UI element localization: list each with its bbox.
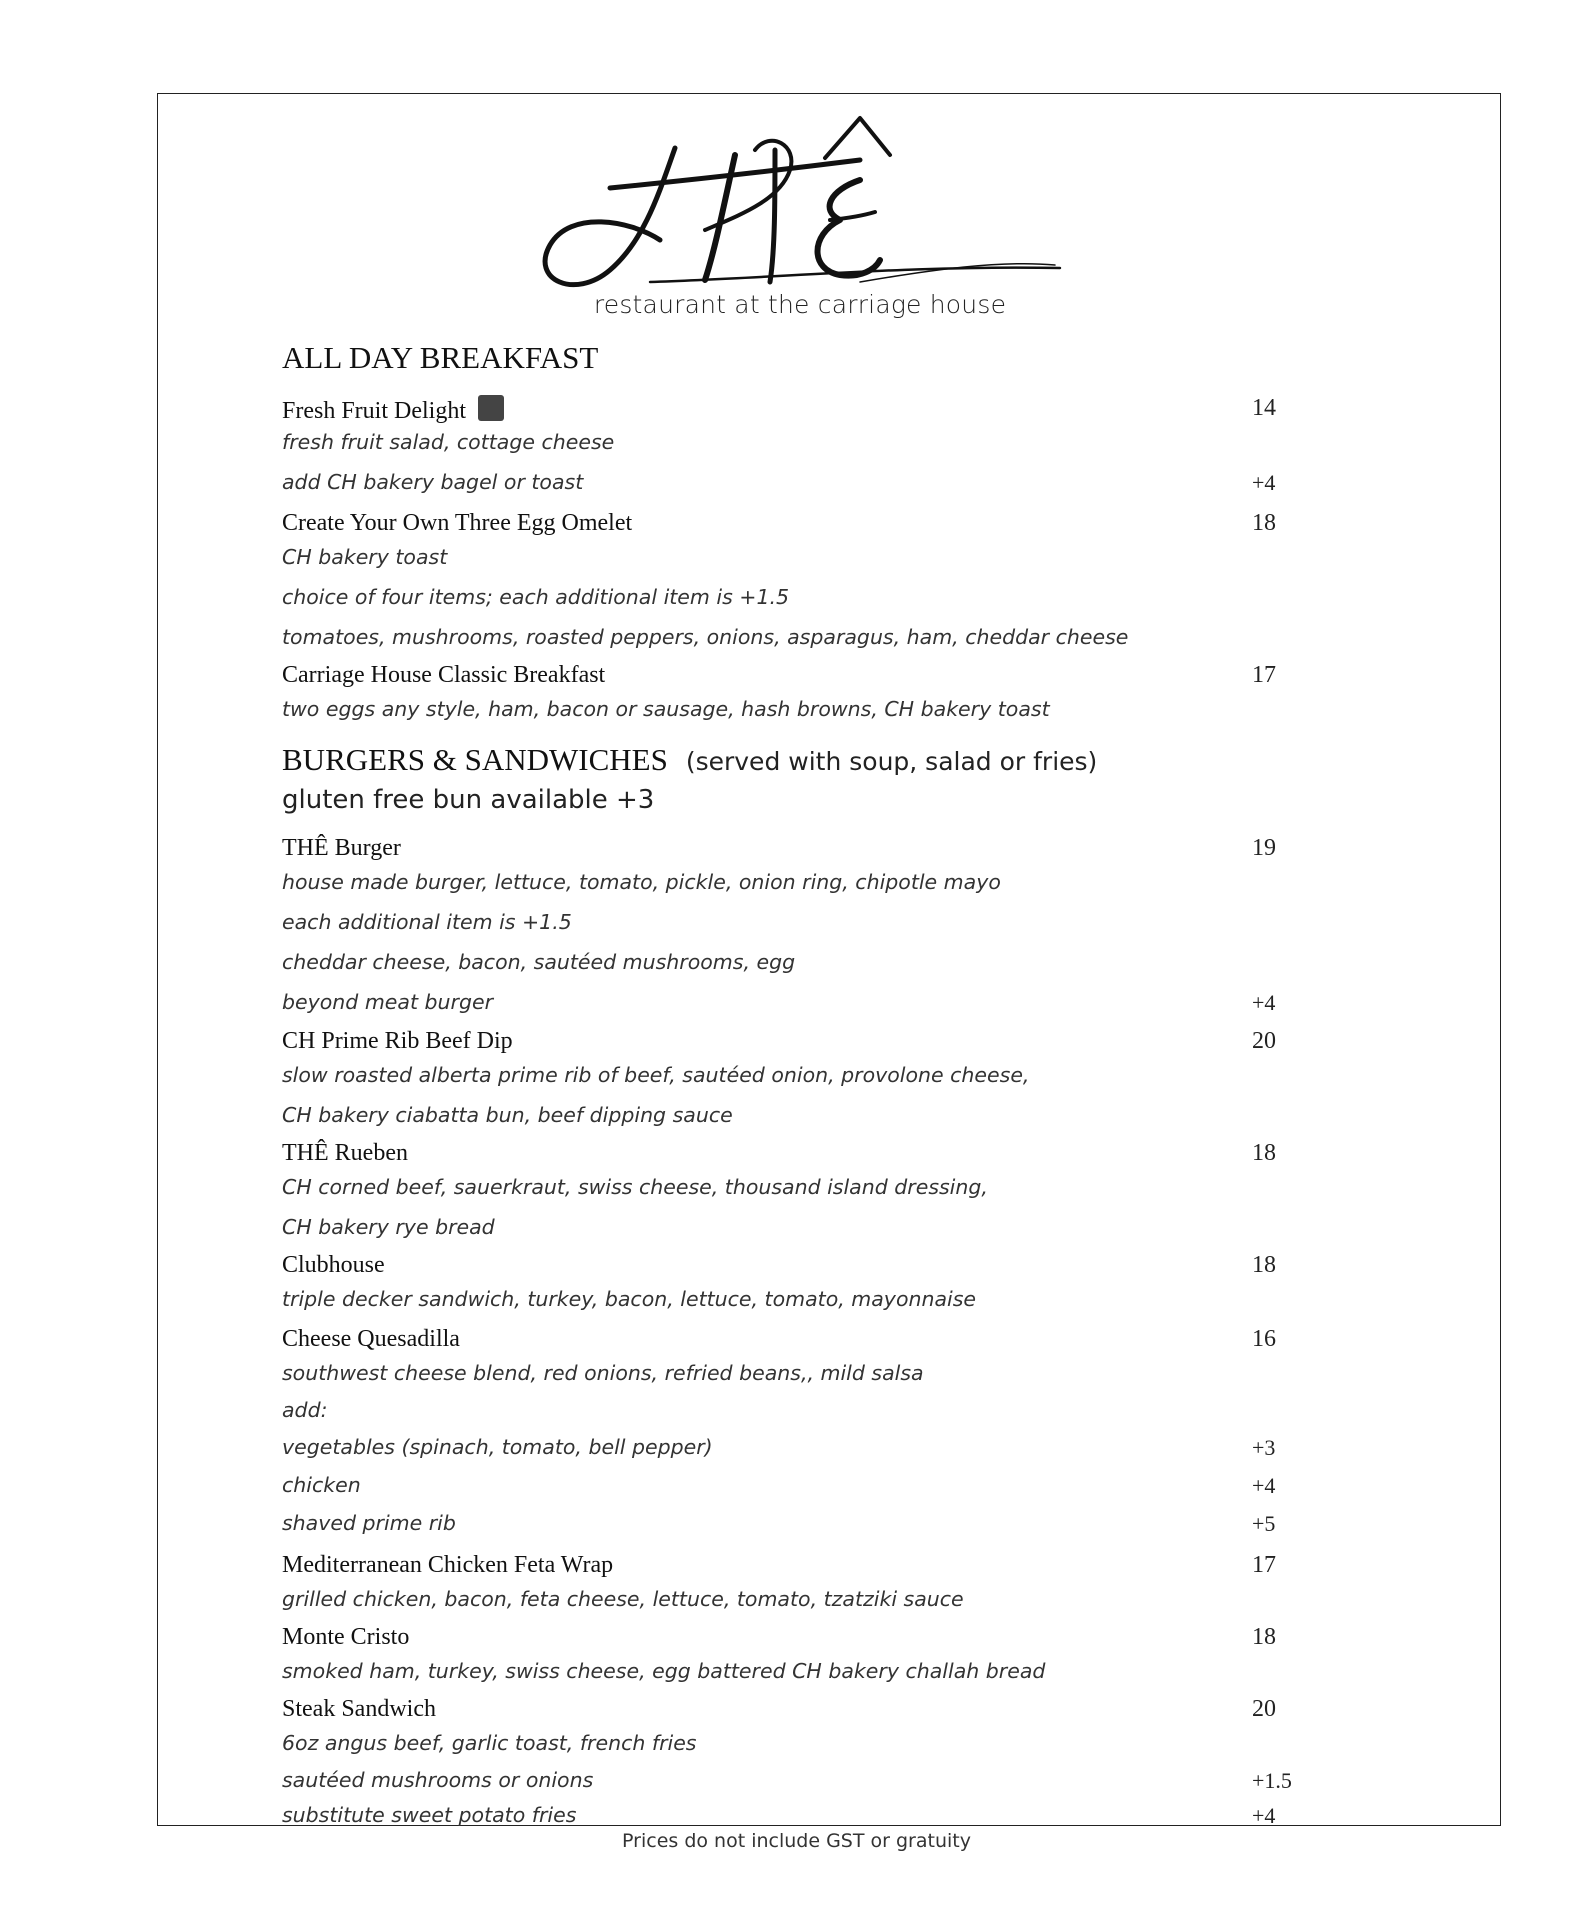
menu-item-desc: CH bakery ciabatta bun, beef dipping sauce [282, 1103, 733, 1127]
menu-item-name: Carriage House Classic Breakfast [282, 662, 606, 688]
menu-item-price: 18 [1252, 510, 1276, 536]
menu-item-price: 20 [1252, 1028, 1276, 1054]
menu-item-desc: CH corned beef, sauerkraut, swiss cheese, thousand island dressing, [282, 1175, 988, 1199]
menu-item-desc: 6oz angus beef, garlic toast, french fries [282, 1731, 697, 1755]
menu-item-desc: fresh fruit salad, cottage cheese [282, 430, 615, 454]
menu-item-price: 20 [1252, 1696, 1276, 1722]
menu-item-name: THÊ Burger [282, 835, 401, 861]
addon-price: +3 [1252, 1435, 1276, 1460]
menu-item-name: Create Your Own Three Egg Omelet [282, 510, 633, 536]
section-note: (served with soup, salad or fries) [685, 747, 1098, 776]
section-subtitle: gluten free bun available +3 [282, 785, 655, 815]
menu-item-name: Monte Cristo [282, 1624, 410, 1650]
menu-item-price: 18 [1252, 1252, 1276, 1278]
addon-price: +5 [1252, 1511, 1276, 1536]
menu-item-desc: choice of four items; each additional item is +1.5 [282, 585, 790, 609]
menu-item-addon: beyond meat burger [282, 990, 494, 1014]
menu-item-desc: cheddar cheese, bacon, sautéed mushrooms, egg [282, 950, 796, 974]
menu-item-desc: add: [282, 1398, 328, 1422]
menu-item-name: THÊ Rueben [282, 1140, 408, 1166]
footer-note: Prices do not include GST or gratuity [622, 1830, 971, 1852]
addon-price: +4 [1252, 990, 1276, 1015]
menu-item-desc: tomatoes, mushrooms, roasted peppers, onions, asparagus, ham, cheddar cheese [282, 625, 1129, 649]
menu-item-addon: substitute sweet potato fries [282, 1803, 577, 1827]
menu-item-addon: add CH bakery bagel or toast [282, 470, 584, 494]
menu-item-price: 18 [1252, 1140, 1276, 1166]
restaurant-logo [530, 110, 1070, 330]
menu-item-desc: two eggs any style, ham, bacon or sausage, hash browns, CH bakery toast [282, 697, 1050, 721]
menu-item-price: 16 [1252, 1326, 1276, 1352]
menu-item-desc: house made burger, lettuce, tomato, pickle, onion ring, chipotle mayo [282, 870, 1001, 894]
menu-item-desc: grilled chicken, bacon, feta cheese, lettuce, tomato, tzatziki sauce [282, 1587, 964, 1611]
addon-price: +4 [1252, 1473, 1276, 1498]
menu-item-desc: triple decker sandwich, turkey, bacon, lettuce, tomato, mayonnaise [282, 1287, 977, 1311]
logo-script-icon [530, 110, 1070, 290]
logo-tagline: restaurant at the carriage house [593, 290, 1007, 319]
menu-item-desc: southwest cheese blend, red onions, refried beans,, mild salsa [282, 1361, 924, 1385]
menu-item-desc: CH bakery toast [282, 545, 448, 569]
menu-item-name: Clubhouse [282, 1252, 385, 1278]
addon-price: +4 [1252, 1803, 1276, 1828]
section-title-burgers: BURGERS & SANDWICHES (served with soup, salad or fries) [282, 742, 1098, 777]
menu-item-desc: CH bakery rye bread [282, 1215, 495, 1239]
menu-item-price: 19 [1252, 835, 1276, 861]
menu-item-name: Mediterranean Chicken Feta Wrap [282, 1552, 614, 1578]
menu-item-name: Steak Sandwich [282, 1696, 436, 1722]
menu-item-addon: chicken [282, 1473, 361, 1497]
menu-item-price: 17 [1252, 1552, 1276, 1578]
menu-item-addon: sautéed mushrooms or onions [282, 1768, 594, 1792]
addon-price: +4 [1252, 470, 1276, 495]
addon-price: +1.5 [1252, 1768, 1292, 1793]
menu-item-price: 14 [1252, 395, 1276, 421]
menu-item-desc: smoked ham, turkey, swiss cheese, egg battered CH bakery challah bread [282, 1659, 1046, 1683]
menu-item-addon: shaved prime rib [282, 1511, 456, 1535]
section-title-breakfast: ALL DAY BREAKFAST [282, 340, 599, 375]
menu-item-addon: vegetables (spinach, tomato, bell pepper) [282, 1435, 713, 1459]
menu-item-desc: each additional item is +1.5 [282, 910, 572, 934]
menu-item-name: Cheese Quesadilla [282, 1326, 460, 1352]
menu-item-desc: slow roasted alberta prime rib of beef, sautéed onion, provolone cheese, [282, 1063, 1030, 1087]
menu-item-name: CH Prime Rib Beef Dip [282, 1028, 513, 1054]
menu-item-price: 17 [1252, 662, 1276, 688]
leaf-badge-icon [478, 395, 504, 421]
menu-item-name: Fresh Fruit Delight [282, 395, 504, 425]
menu-item-price: 18 [1252, 1624, 1276, 1650]
